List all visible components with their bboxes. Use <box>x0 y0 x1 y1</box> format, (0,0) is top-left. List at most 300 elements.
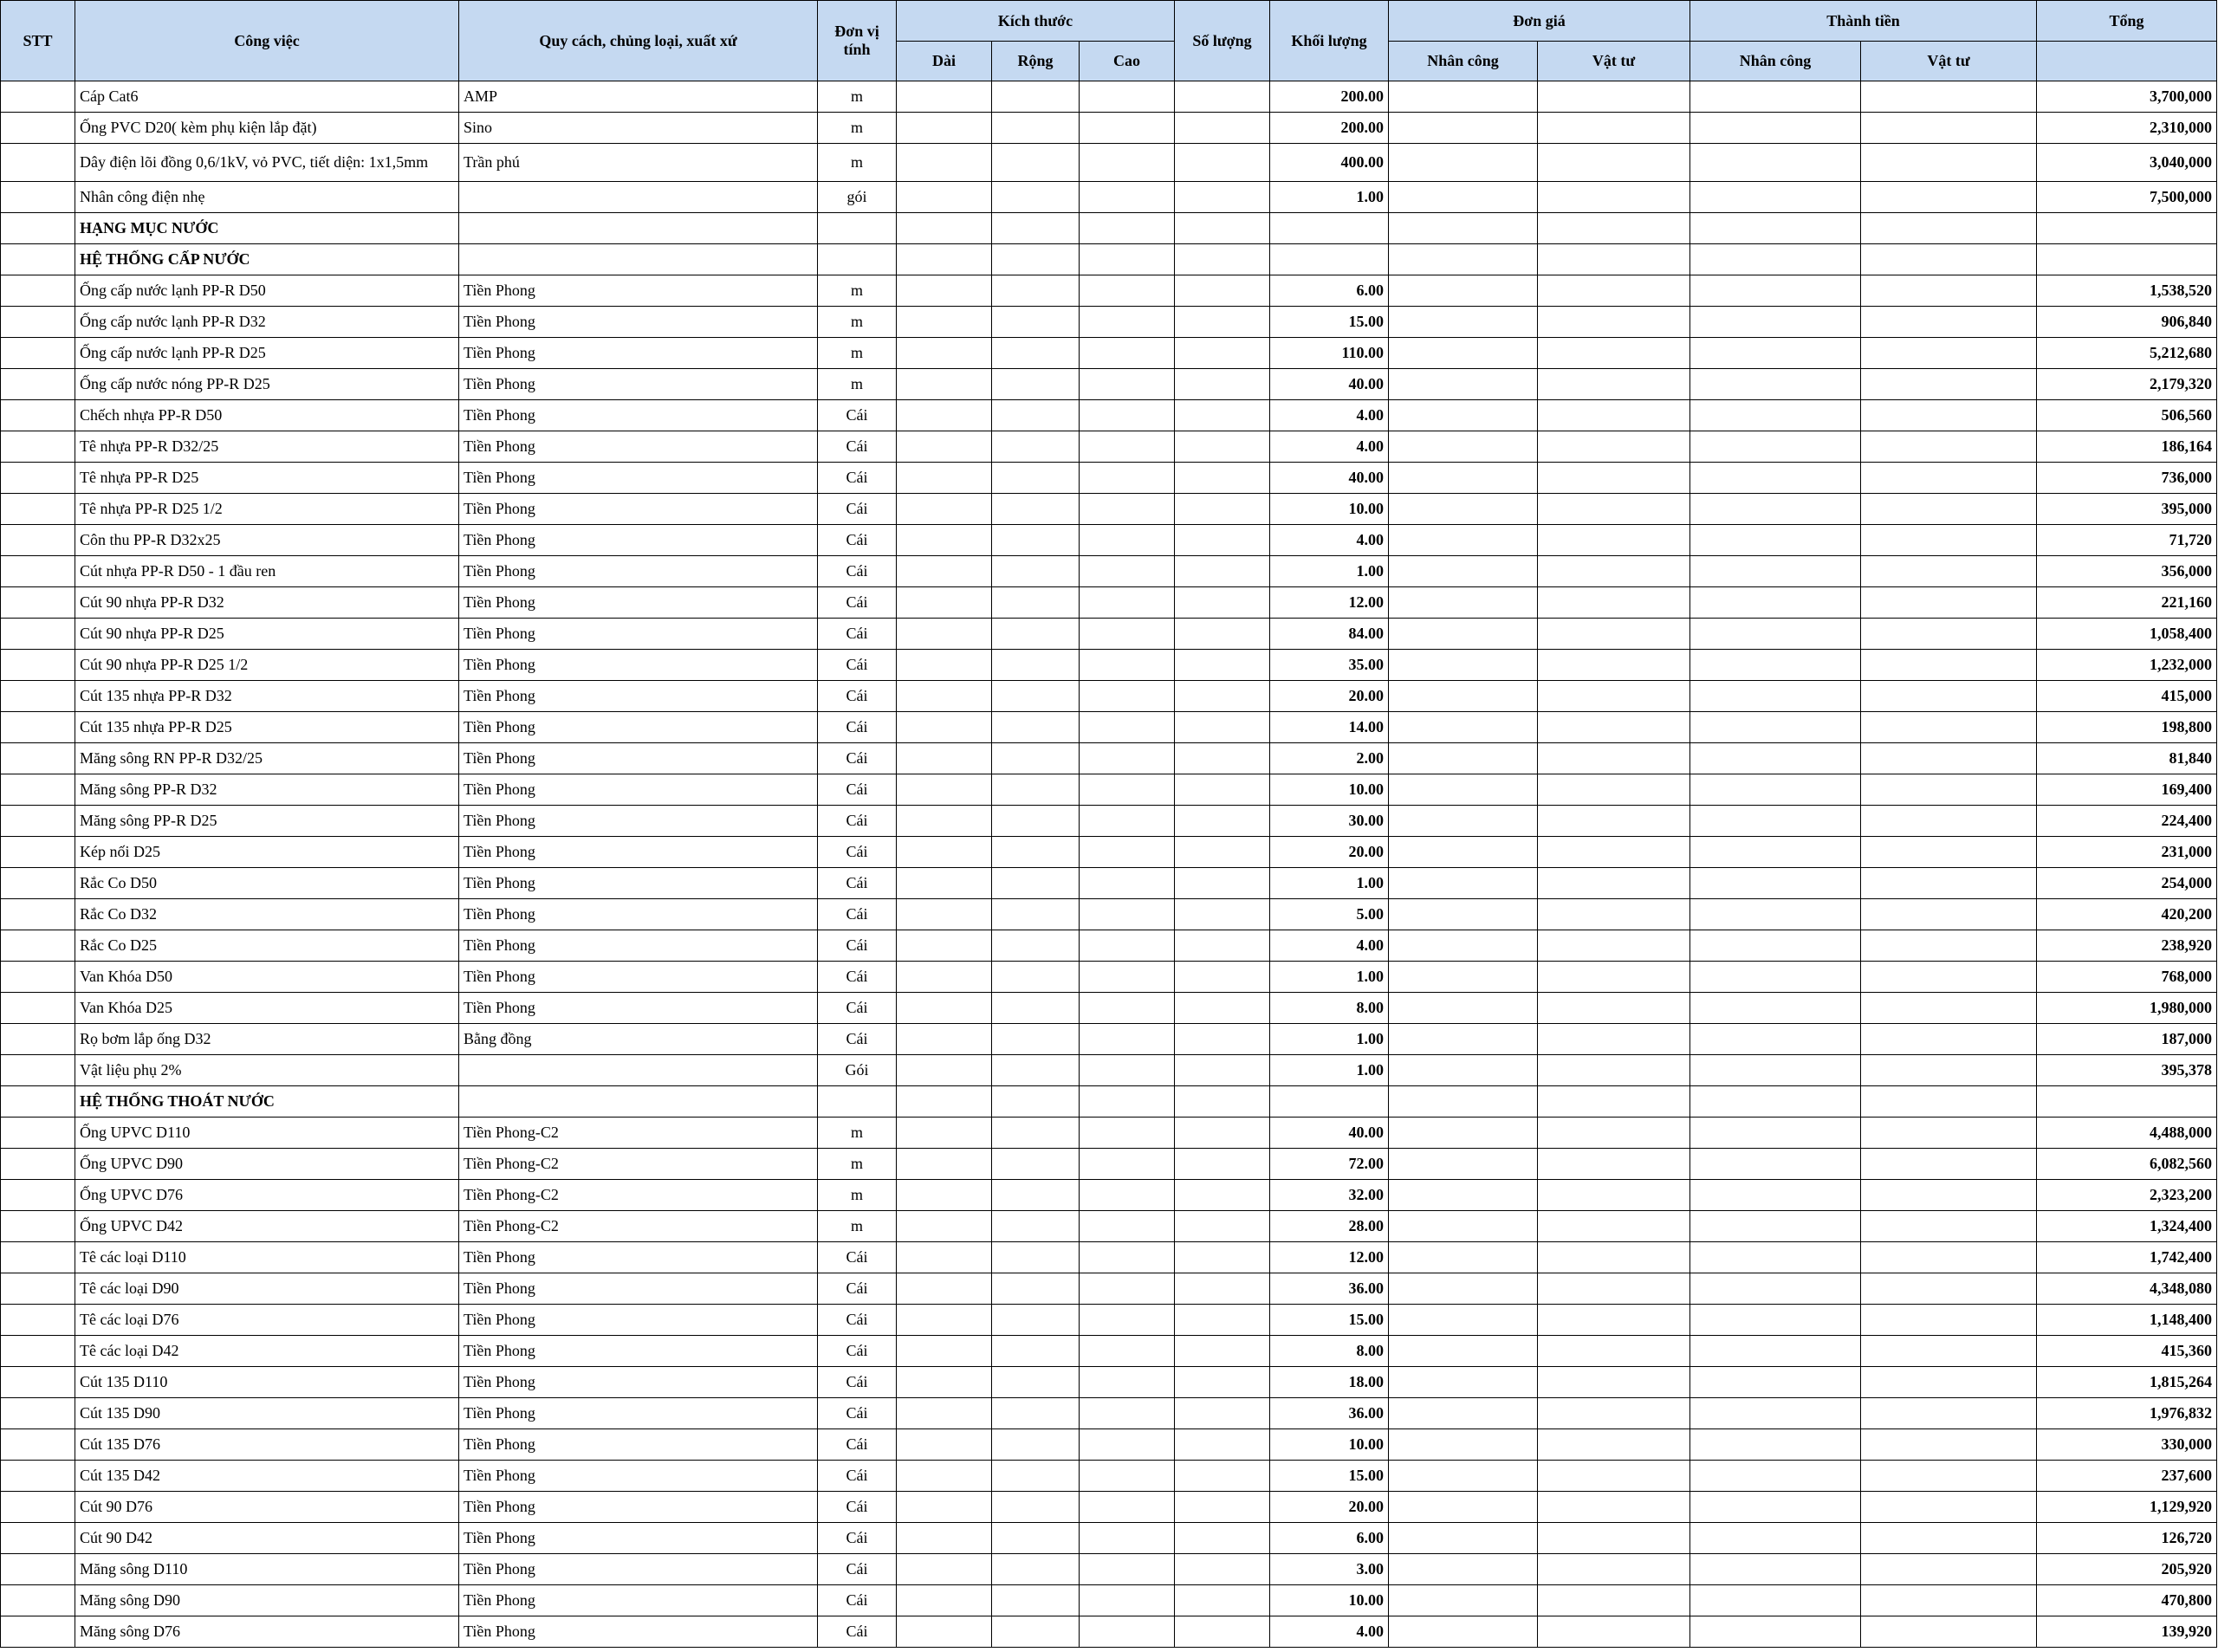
cell-rong[interactable] <box>992 1273 1080 1305</box>
cell-rong[interactable] <box>992 837 1080 868</box>
cell-thanh-tien-vat-tu[interactable] <box>1861 619 2037 650</box>
cell-khoi-luong[interactable]: 1.00 <box>1270 182 1389 213</box>
cell-khoi-luong[interactable]: 1.00 <box>1270 556 1389 587</box>
cell-empty[interactable] <box>992 244 1080 275</box>
cell-thanh-tien-vat-tu[interactable] <box>1861 463 2037 494</box>
cell-spec[interactable] <box>459 213 818 244</box>
cell-khoi-luong[interactable]: 8.00 <box>1270 1336 1389 1367</box>
cell-khoi-luong[interactable]: 12.00 <box>1270 1242 1389 1273</box>
cell-thanh-tien-nhan-cong[interactable] <box>1690 1336 1861 1367</box>
cell-don-gia-vat-tu[interactable] <box>1538 400 1690 431</box>
cell-stt[interactable] <box>1 182 75 213</box>
cell-don-gia-vat-tu[interactable] <box>1538 1149 1690 1180</box>
cell-tong[interactable]: 1,980,000 <box>2037 993 2217 1024</box>
cell-quy-cach[interactable]: Tiền Phong <box>459 1429 818 1461</box>
cell-don-gia-nhan-cong[interactable] <box>1389 1523 1538 1554</box>
cell-khoi-luong[interactable]: 15.00 <box>1270 1461 1389 1492</box>
cell-don-gia-vat-tu[interactable] <box>1538 1523 1690 1554</box>
cell-don-vi[interactable]: m <box>818 1211 897 1242</box>
cell-empty[interactable] <box>1538 1086 1690 1118</box>
cell-don-gia-vat-tu[interactable] <box>1538 1211 1690 1242</box>
cell-cao[interactable] <box>1080 619 1175 650</box>
cell-dai[interactable] <box>897 899 992 930</box>
cell-stt[interactable] <box>1 993 75 1024</box>
cell-cong-viec[interactable]: Ống cấp nước lạnh PP-R D50 <box>75 275 459 307</box>
cell-thanh-tien-nhan-cong[interactable] <box>1690 1305 1861 1336</box>
header-thanh-tien-vat-tu[interactable]: Vật tư <box>1861 42 2037 81</box>
cell-don-vi[interactable]: Cái <box>818 1554 897 1585</box>
cell-cong-viec[interactable]: Cút 90 D76 <box>75 1492 459 1523</box>
cell-so-luong[interactable] <box>1175 1461 1270 1492</box>
cell-khoi-luong[interactable]: 15.00 <box>1270 307 1389 338</box>
cell-don-gia-nhan-cong[interactable] <box>1389 962 1538 993</box>
cell-quy-cach[interactable]: Tiền Phong <box>459 899 818 930</box>
cell-don-vi[interactable]: Cái <box>818 1273 897 1305</box>
cell-thanh-tien-nhan-cong[interactable] <box>1690 1461 1861 1492</box>
cell-thanh-tien-vat-tu[interactable] <box>1861 837 2037 868</box>
cell-cao[interactable] <box>1080 1273 1175 1305</box>
cell-thanh-tien-vat-tu[interactable] <box>1861 494 2037 525</box>
cell-dai[interactable] <box>897 681 992 712</box>
cell-quy-cach[interactable]: Tiền Phong <box>459 463 818 494</box>
cell-thanh-tien-vat-tu[interactable] <box>1861 962 2037 993</box>
cell-khoi-luong[interactable]: 40.00 <box>1270 369 1389 400</box>
cell-stt[interactable] <box>1 463 75 494</box>
cell-rong[interactable] <box>992 743 1080 774</box>
cell-cao[interactable] <box>1080 650 1175 681</box>
cell-rong[interactable] <box>992 1585 1080 1616</box>
cell-khoi-luong[interactable]: 8.00 <box>1270 993 1389 1024</box>
cell-tong[interactable]: 5,212,680 <box>2037 338 2217 369</box>
cell-tong[interactable]: 395,378 <box>2037 1055 2217 1086</box>
cell-don-gia-nhan-cong[interactable] <box>1389 993 1538 1024</box>
cell-don-vi[interactable]: Cái <box>818 681 897 712</box>
cell-khoi-luong[interactable]: 1.00 <box>1270 1024 1389 1055</box>
cell-don-gia-vat-tu[interactable] <box>1538 494 1690 525</box>
cell-stt[interactable] <box>1 1585 75 1616</box>
cell-tong[interactable]: 1,232,000 <box>2037 650 2217 681</box>
cell-so-luong[interactable] <box>1175 1398 1270 1429</box>
header-cao[interactable]: Cao <box>1080 42 1175 81</box>
cell-rong[interactable] <box>992 431 1080 463</box>
cell-quy-cach[interactable]: Tiền Phong <box>459 1273 818 1305</box>
cell-don-gia-vat-tu[interactable] <box>1538 993 1690 1024</box>
cell-don-gia-nhan-cong[interactable] <box>1389 1367 1538 1398</box>
cell-don-vi[interactable]: Cái <box>818 400 897 431</box>
cell-don-vi[interactable]: Cái <box>818 1492 897 1523</box>
cell-khoi-luong[interactable]: 110.00 <box>1270 338 1389 369</box>
cell-don-gia-vat-tu[interactable] <box>1538 868 1690 899</box>
cell-thanh-tien-vat-tu[interactable] <box>1861 1554 2037 1585</box>
cell-cao[interactable] <box>1080 774 1175 806</box>
cell-dai[interactable] <box>897 774 992 806</box>
cell-quy-cach[interactable]: Tiền Phong <box>459 1242 818 1273</box>
cell-cong-viec[interactable]: Nhân công điện nhẹ <box>75 182 459 213</box>
cell-thanh-tien-vat-tu[interactable] <box>1861 1585 2037 1616</box>
cell-thanh-tien-vat-tu[interactable] <box>1861 899 2037 930</box>
cell-rong[interactable] <box>992 1616 1080 1648</box>
cell-khoi-luong[interactable]: 40.00 <box>1270 463 1389 494</box>
cell-tong[interactable]: 221,160 <box>2037 587 2217 619</box>
cell-don-gia-nhan-cong[interactable] <box>1389 1492 1538 1523</box>
cell-so-luong[interactable] <box>1175 1492 1270 1523</box>
cell-don-gia-vat-tu[interactable] <box>1538 930 1690 962</box>
cell-so-luong[interactable] <box>1175 837 1270 868</box>
cell-tong[interactable]: 1,058,400 <box>2037 619 2217 650</box>
cell-don-gia-nhan-cong[interactable] <box>1389 1273 1538 1305</box>
cell-tong[interactable]: 169,400 <box>2037 774 2217 806</box>
cell-cao[interactable] <box>1080 1211 1175 1242</box>
cell-don-gia-nhan-cong[interactable] <box>1389 619 1538 650</box>
cell-so-luong[interactable] <box>1175 1616 1270 1648</box>
cell-quy-cach[interactable]: Sino <box>459 113 818 144</box>
cell-dai[interactable] <box>897 556 992 587</box>
cell-dai[interactable] <box>897 1149 992 1180</box>
header-so-luong[interactable]: Số lượng <box>1175 1 1270 81</box>
cell-khoi-luong[interactable]: 10.00 <box>1270 1429 1389 1461</box>
cell-tong[interactable]: 1,815,264 <box>2037 1367 2217 1398</box>
cell-thanh-tien-nhan-cong[interactable] <box>1690 338 1861 369</box>
header-thanh-tien[interactable]: Thành tiền <box>1690 1 2037 42</box>
cell-don-gia-vat-tu[interactable] <box>1538 1585 1690 1616</box>
cell-don-vi[interactable]: Cái <box>818 1585 897 1616</box>
cell-don-gia-vat-tu[interactable] <box>1538 431 1690 463</box>
cell-khoi-luong[interactable]: 20.00 <box>1270 1492 1389 1523</box>
cell-so-luong[interactable] <box>1175 1211 1270 1242</box>
cell-quy-cach[interactable]: Tiền Phong-C2 <box>459 1180 818 1211</box>
cell-empty[interactable] <box>1080 1086 1175 1118</box>
cell-thanh-tien-vat-tu[interactable] <box>1861 1149 2037 1180</box>
cell-tong[interactable]: 231,000 <box>2037 837 2217 868</box>
cell-tong[interactable]: 2,310,000 <box>2037 113 2217 144</box>
cell-cong-viec[interactable]: Ống cấp nước nóng PP-R D25 <box>75 369 459 400</box>
cell-stt[interactable] <box>1 681 75 712</box>
cell-stt[interactable] <box>1 431 75 463</box>
cell-spec[interactable] <box>459 1086 818 1118</box>
cell-thanh-tien-nhan-cong[interactable] <box>1690 1585 1861 1616</box>
cell-don-gia-nhan-cong[interactable] <box>1389 1118 1538 1149</box>
cell-stt[interactable] <box>1 494 75 525</box>
cell-tong[interactable]: 1,538,520 <box>2037 275 2217 307</box>
cell-quy-cach[interactable]: Tiền Phong <box>459 369 818 400</box>
cell-thanh-tien-nhan-cong[interactable] <box>1690 1024 1861 1055</box>
header-thanh-tien-nhan-cong[interactable]: Nhân công <box>1690 42 1861 81</box>
cell-rong[interactable] <box>992 1118 1080 1149</box>
cell-empty[interactable] <box>1389 244 1538 275</box>
cell-don-gia-nhan-cong[interactable] <box>1389 1585 1538 1616</box>
cell-thanh-tien-nhan-cong[interactable] <box>1690 1429 1861 1461</box>
cell-cao[interactable] <box>1080 1180 1175 1211</box>
cell-stt[interactable] <box>1 1398 75 1429</box>
cell-dai[interactable] <box>897 1211 992 1242</box>
header-tong[interactable]: Tổng <box>2037 1 2217 42</box>
cell-cao[interactable] <box>1080 81 1175 113</box>
cell-thanh-tien-vat-tu[interactable] <box>1861 712 2037 743</box>
cell-so-luong[interactable] <box>1175 144 1270 182</box>
cell-empty[interactable] <box>1861 1086 2037 1118</box>
cell-don-vi[interactable]: Cái <box>818 1367 897 1398</box>
cell-rong[interactable] <box>992 494 1080 525</box>
cell-don-vi[interactable]: Cái <box>818 1616 897 1648</box>
cell-don-gia-vat-tu[interactable] <box>1538 338 1690 369</box>
cell-thanh-tien-vat-tu[interactable] <box>1861 743 2037 774</box>
cell-don-gia-nhan-cong[interactable] <box>1389 1398 1538 1429</box>
cell-thanh-tien-nhan-cong[interactable] <box>1690 182 1861 213</box>
cell-don-gia-nhan-cong[interactable] <box>1389 431 1538 463</box>
cell-don-gia-vat-tu[interactable] <box>1538 1554 1690 1585</box>
cell-cong-viec[interactable]: Ống UPVC D76 <box>75 1180 459 1211</box>
cell-empty[interactable] <box>1175 213 1270 244</box>
cell-thanh-tien-nhan-cong[interactable] <box>1690 1118 1861 1149</box>
cell-so-luong[interactable] <box>1175 494 1270 525</box>
section-title[interactable]: HẠNG MỤC NƯỚC <box>75 213 459 244</box>
cell-thanh-tien-nhan-cong[interactable] <box>1690 1149 1861 1180</box>
cell-cao[interactable] <box>1080 1149 1175 1180</box>
cell-thanh-tien-vat-tu[interactable] <box>1861 774 2037 806</box>
cell-thanh-tien-nhan-cong[interactable] <box>1690 113 1861 144</box>
cell-don-vi[interactable]: m <box>818 1180 897 1211</box>
cell-stt[interactable] <box>1 1367 75 1398</box>
cell-thanh-tien-vat-tu[interactable] <box>1861 144 2037 182</box>
cell-stt[interactable] <box>1 650 75 681</box>
cell-dai[interactable] <box>897 338 992 369</box>
cell-stt[interactable] <box>1 587 75 619</box>
cell-don-gia-nhan-cong[interactable] <box>1389 1461 1538 1492</box>
cell-don-vi[interactable]: Cái <box>818 868 897 899</box>
cell-thanh-tien-vat-tu[interactable] <box>1861 431 2037 463</box>
cell-cong-viec[interactable]: Kép nối D25 <box>75 837 459 868</box>
cell-dai[interactable] <box>897 1585 992 1616</box>
cell-thanh-tien-nhan-cong[interactable] <box>1690 1242 1861 1273</box>
cell-quy-cach[interactable]: Tiền Phong <box>459 868 818 899</box>
cell-tong[interactable]: 238,920 <box>2037 930 2217 962</box>
cell-stt[interactable] <box>1 712 75 743</box>
cell-thanh-tien-vat-tu[interactable] <box>1861 1180 2037 1211</box>
cell-khoi-luong[interactable]: 84.00 <box>1270 619 1389 650</box>
cell-cao[interactable] <box>1080 1242 1175 1273</box>
cell-cong-viec[interactable]: Măng sông PP-R D32 <box>75 774 459 806</box>
cell-don-gia-vat-tu[interactable] <box>1538 1024 1690 1055</box>
cell-so-luong[interactable] <box>1175 774 1270 806</box>
cell-quy-cach[interactable]: Tiền Phong <box>459 1367 818 1398</box>
cell-rong[interactable] <box>992 338 1080 369</box>
cell-don-gia-nhan-cong[interactable] <box>1389 525 1538 556</box>
cell-so-luong[interactable] <box>1175 1554 1270 1585</box>
cell-don-gia-vat-tu[interactable] <box>1538 587 1690 619</box>
cell-thanh-tien-vat-tu[interactable] <box>1861 681 2037 712</box>
cell-empty[interactable] <box>818 1086 897 1118</box>
cell-don-gia-nhan-cong[interactable] <box>1389 899 1538 930</box>
cell-empty[interactable] <box>1175 244 1270 275</box>
cell-dai[interactable] <box>897 930 992 962</box>
cell-dai[interactable] <box>897 1055 992 1086</box>
cell-so-luong[interactable] <box>1175 1336 1270 1367</box>
cell-rong[interactable] <box>992 1398 1080 1429</box>
cell-khoi-luong[interactable]: 4.00 <box>1270 1616 1389 1648</box>
cell-don-gia-nhan-cong[interactable] <box>1389 1242 1538 1273</box>
cell-rong[interactable] <box>992 1336 1080 1367</box>
cell-cong-viec[interactable]: Cút nhựa PP-R D50 - 1 đầu ren <box>75 556 459 587</box>
cell-tong[interactable]: 470,800 <box>2037 1585 2217 1616</box>
cell-thanh-tien-nhan-cong[interactable] <box>1690 712 1861 743</box>
cell-empty[interactable] <box>1389 1086 1538 1118</box>
cell-khoi-luong[interactable]: 35.00 <box>1270 650 1389 681</box>
cell-thanh-tien-vat-tu[interactable] <box>1861 1336 2037 1367</box>
cell-don-gia-vat-tu[interactable] <box>1538 1616 1690 1648</box>
cell-don-gia-vat-tu[interactable] <box>1538 712 1690 743</box>
header-don-gia-nhan-cong[interactable]: Nhân công <box>1389 42 1538 81</box>
cell-khoi-luong[interactable]: 200.00 <box>1270 81 1389 113</box>
cell-cong-viec[interactable]: Cáp Cat6 <box>75 81 459 113</box>
cell-don-gia-nhan-cong[interactable] <box>1389 182 1538 213</box>
cell-don-gia-nhan-cong[interactable] <box>1389 930 1538 962</box>
cell-so-luong[interactable] <box>1175 307 1270 338</box>
cell-empty[interactable] <box>1175 1086 1270 1118</box>
cell-don-gia-nhan-cong[interactable] <box>1389 369 1538 400</box>
cell-don-gia-vat-tu[interactable] <box>1538 556 1690 587</box>
cell-empty[interactable] <box>818 244 897 275</box>
cell-thanh-tien-vat-tu[interactable] <box>1861 1616 2037 1648</box>
cell-khoi-luong[interactable]: 14.00 <box>1270 712 1389 743</box>
cell-don-gia-nhan-cong[interactable] <box>1389 81 1538 113</box>
cell-stt[interactable] <box>1 1211 75 1242</box>
cell-so-luong[interactable] <box>1175 1523 1270 1554</box>
cell-don-gia-nhan-cong[interactable] <box>1389 113 1538 144</box>
cell-cong-viec[interactable]: Vật liệu phụ 2% <box>75 1055 459 1086</box>
cell-empty[interactable] <box>1538 213 1690 244</box>
cell-thanh-tien-nhan-cong[interactable] <box>1690 837 1861 868</box>
cell-thanh-tien-vat-tu[interactable] <box>1861 1273 2037 1305</box>
cell-so-luong[interactable] <box>1175 650 1270 681</box>
cell-so-luong[interactable] <box>1175 400 1270 431</box>
cell-so-luong[interactable] <box>1175 369 1270 400</box>
cell-don-vi[interactable]: Cái <box>818 1398 897 1429</box>
cell-thanh-tien-nhan-cong[interactable] <box>1690 650 1861 681</box>
cell-thanh-tien-vat-tu[interactable] <box>1861 1492 2037 1523</box>
cell-dai[interactable] <box>897 806 992 837</box>
cell-don-gia-vat-tu[interactable] <box>1538 1336 1690 1367</box>
cell-cao[interactable] <box>1080 899 1175 930</box>
cell-don-gia-vat-tu[interactable] <box>1538 1429 1690 1461</box>
cell-don-gia-nhan-cong[interactable] <box>1389 806 1538 837</box>
cell-quy-cach[interactable]: AMP <box>459 81 818 113</box>
cell-cao[interactable] <box>1080 431 1175 463</box>
cell-so-luong[interactable] <box>1175 338 1270 369</box>
cell-khoi-luong[interactable]: 4.00 <box>1270 431 1389 463</box>
cell-empty[interactable] <box>897 1086 992 1118</box>
cell-stt[interactable] <box>1 1086 75 1118</box>
cell-empty[interactable] <box>1270 1086 1389 1118</box>
cell-rong[interactable] <box>992 1367 1080 1398</box>
cell-khoi-luong[interactable]: 1.00 <box>1270 962 1389 993</box>
cell-rong[interactable] <box>992 400 1080 431</box>
cell-dai[interactable] <box>897 650 992 681</box>
cell-cong-viec[interactable]: Cút 90 nhựa PP-R D25 1/2 <box>75 650 459 681</box>
cell-so-luong[interactable] <box>1175 463 1270 494</box>
cell-dai[interactable] <box>897 1523 992 1554</box>
cell-dai[interactable] <box>897 1305 992 1336</box>
cell-tong[interactable]: 768,000 <box>2037 962 2217 993</box>
cell-don-gia-vat-tu[interactable] <box>1538 1118 1690 1149</box>
cell-tong[interactable]: 4,488,000 <box>2037 1118 2217 1149</box>
cell-cao[interactable] <box>1080 743 1175 774</box>
cell-tong[interactable]: 1,976,832 <box>2037 1398 2217 1429</box>
cell-cong-viec[interactable]: Rắc Co D50 <box>75 868 459 899</box>
cell-cong-viec[interactable]: Van Khóa D50 <box>75 962 459 993</box>
cell-khoi-luong[interactable]: 32.00 <box>1270 1180 1389 1211</box>
cell-cong-viec[interactable]: Ống UPVC D42 <box>75 1211 459 1242</box>
cell-quy-cach[interactable]: Tiền Phong <box>459 525 818 556</box>
cell-don-gia-vat-tu[interactable] <box>1538 962 1690 993</box>
header-tong-blank[interactable] <box>2037 42 2217 81</box>
cell-cong-viec[interactable]: Ống cấp nước lạnh PP-R D32 <box>75 307 459 338</box>
cell-stt[interactable] <box>1 1024 75 1055</box>
cell-quy-cach[interactable]: Tiền Phong <box>459 681 818 712</box>
cell-don-gia-nhan-cong[interactable] <box>1389 1336 1538 1367</box>
cell-dai[interactable] <box>897 307 992 338</box>
cell-rong[interactable] <box>992 1055 1080 1086</box>
cell-rong[interactable] <box>992 1523 1080 1554</box>
cell-cong-viec[interactable]: Tê các loại D90 <box>75 1273 459 1305</box>
cell-thanh-tien-nhan-cong[interactable] <box>1690 587 1861 619</box>
cell-rong[interactable] <box>992 1429 1080 1461</box>
cell-don-vi[interactable]: Cái <box>818 712 897 743</box>
cell-cao[interactable] <box>1080 1492 1175 1523</box>
cell-don-vi[interactable]: Cái <box>818 899 897 930</box>
cell-thanh-tien-nhan-cong[interactable] <box>1690 307 1861 338</box>
cell-don-vi[interactable]: Cái <box>818 1305 897 1336</box>
cell-stt[interactable] <box>1 1523 75 1554</box>
cell-quy-cach[interactable]: Tiền Phong <box>459 930 818 962</box>
cell-quy-cach[interactable]: Tiền Phong <box>459 837 818 868</box>
cell-cao[interactable] <box>1080 930 1175 962</box>
cell-don-gia-vat-tu[interactable] <box>1538 463 1690 494</box>
cell-tong[interactable]: 330,000 <box>2037 1429 2217 1461</box>
cell-don-gia-vat-tu[interactable] <box>1538 1398 1690 1429</box>
cell-rong[interactable] <box>992 806 1080 837</box>
cell-tong[interactable]: 6,082,560 <box>2037 1149 2217 1180</box>
cell-quy-cach[interactable]: Tiền Phong-C2 <box>459 1211 818 1242</box>
cell-thanh-tien-vat-tu[interactable] <box>1861 400 2037 431</box>
cell-quy-cach[interactable]: Tiền Phong <box>459 1554 818 1585</box>
cell-dai[interactable] <box>897 1398 992 1429</box>
cell-khoi-luong[interactable]: 28.00 <box>1270 1211 1389 1242</box>
cell-khoi-luong[interactable]: 10.00 <box>1270 494 1389 525</box>
cell-khoi-luong[interactable]: 30.00 <box>1270 806 1389 837</box>
cell-so-luong[interactable] <box>1175 431 1270 463</box>
cell-cong-viec[interactable]: Cút 135 nhựa PP-R D32 <box>75 681 459 712</box>
cell-don-vi[interactable]: m <box>818 369 897 400</box>
cell-rong[interactable] <box>992 275 1080 307</box>
cell-khoi-luong[interactable]: 72.00 <box>1270 1149 1389 1180</box>
cell-don-gia-vat-tu[interactable] <box>1538 1055 1690 1086</box>
cell-don-gia-vat-tu[interactable] <box>1538 837 1690 868</box>
cell-so-luong[interactable] <box>1175 525 1270 556</box>
cell-so-luong[interactable] <box>1175 113 1270 144</box>
cell-don-gia-nhan-cong[interactable] <box>1389 837 1538 868</box>
cell-cao[interactable] <box>1080 1336 1175 1367</box>
cell-thanh-tien-vat-tu[interactable] <box>1861 1211 2037 1242</box>
cell-cong-viec[interactable]: Tê các loại D76 <box>75 1305 459 1336</box>
cell-don-gia-nhan-cong[interactable] <box>1389 712 1538 743</box>
cell-thanh-tien-nhan-cong[interactable] <box>1690 431 1861 463</box>
cell-stt[interactable] <box>1 774 75 806</box>
cell-thanh-tien-vat-tu[interactable] <box>1861 307 2037 338</box>
cell-so-luong[interactable] <box>1175 1024 1270 1055</box>
cell-quy-cach[interactable]: Tiền Phong <box>459 712 818 743</box>
cell-so-luong[interactable] <box>1175 868 1270 899</box>
cell-rong[interactable] <box>992 712 1080 743</box>
